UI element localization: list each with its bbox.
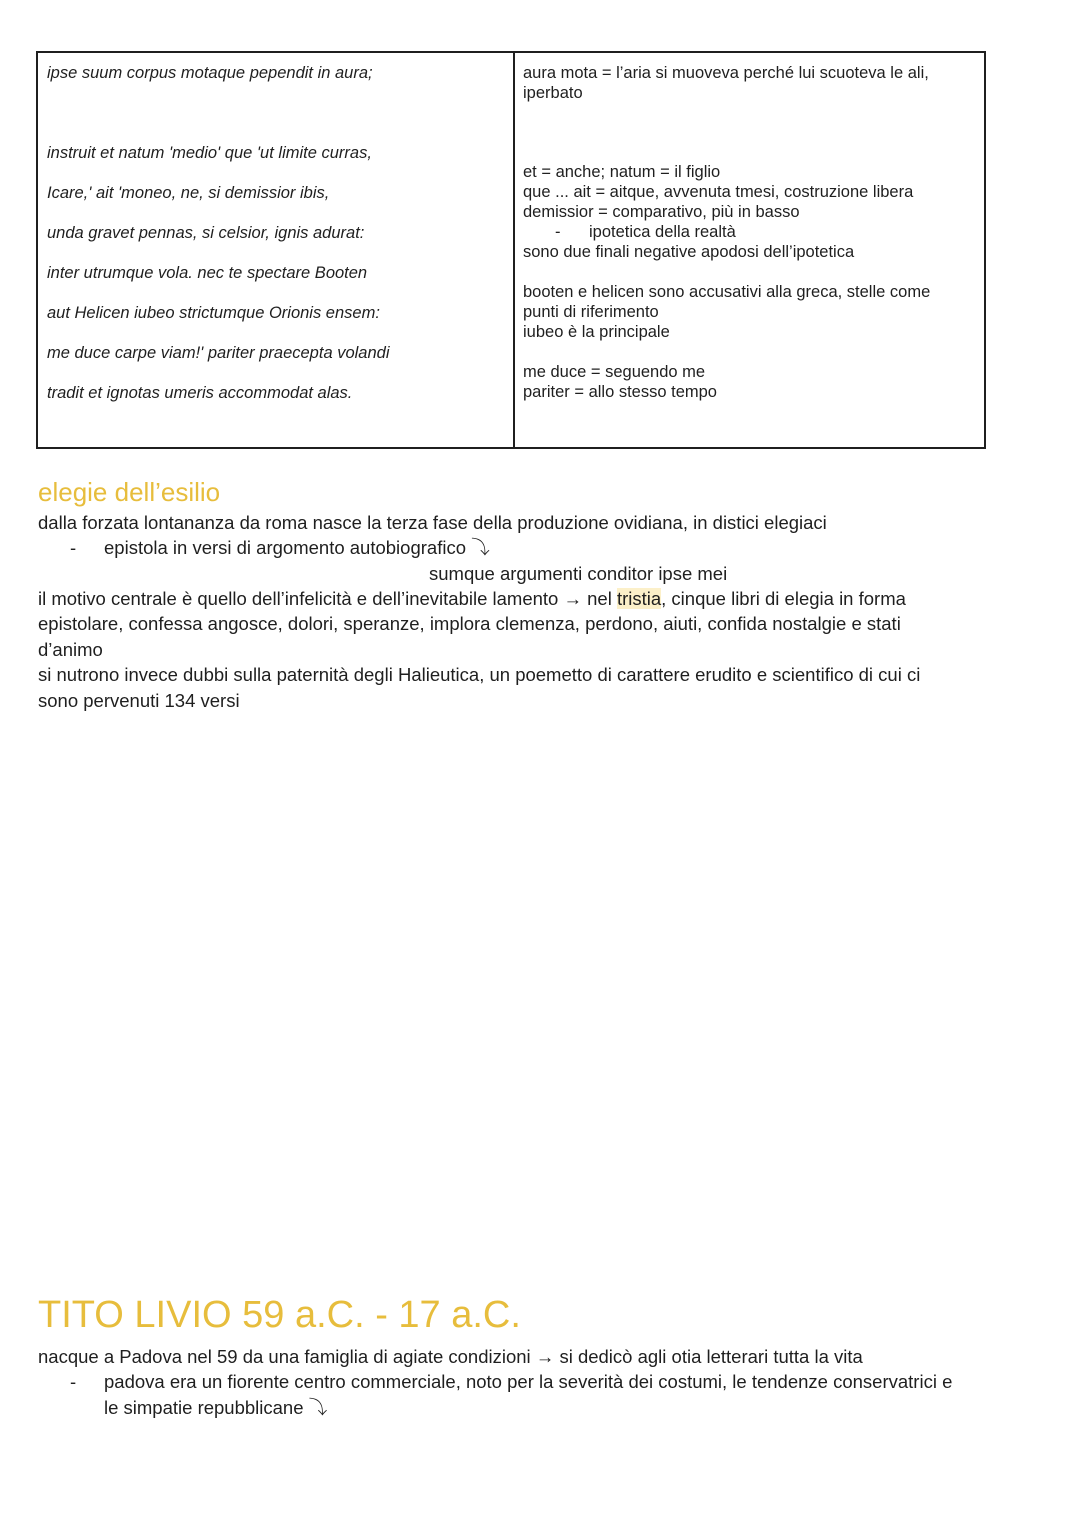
note-line: demissior = comparativo, più in basso [523, 203, 800, 221]
dash-marker: - [70, 537, 77, 558]
note-line: que ... ait = aitque, avvenuta tmesi, costruzione libera [523, 183, 914, 201]
verse-line: aut Helicen iubeo strictumque Orionis ensem: [47, 304, 380, 322]
note-line: aura mota = l’aria si muoveva perché lui scuoteva le ali, [523, 64, 929, 82]
verse-line: unda gravet pennas, si celsior, ignis adurat: [47, 224, 365, 242]
paragraph-line: epistolare, confessa angosce, dolori, speranze, implora clemenza, perdono, aiuti, confida nostalgie e stati [38, 613, 901, 634]
note-line: booten e helicen sono accusativi alla greca, stelle come [523, 283, 931, 301]
verse-line: ipse suum corpus motaque pependit in aura; [47, 64, 373, 82]
verse-line: inter utrumque vola. nec te spectare Booten [47, 264, 368, 282]
note-line: ipotetica della realtà [589, 223, 736, 241]
latin-quote: sumque argumenti conditor ipse mei [429, 563, 728, 584]
paragraph [38, 586, 906, 612]
highlighted-term: tristia [616, 588, 662, 609]
note-line: sono due finali negative apodosi dell’ipotetica [523, 243, 855, 261]
dash-marker: - [555, 223, 561, 241]
note-line: pariter = allo stesso tempo [523, 383, 717, 401]
verse-line: instruit et natum 'medio' que 'ut limite curras, [47, 144, 372, 162]
latin-verses-column [38, 53, 515, 447]
section-heading-elegie: elegie dell’esilio [38, 477, 221, 507]
note-line: punti di riferimento [523, 303, 659, 321]
paragraph-line: d’animo [38, 639, 103, 660]
list-item-text: le simpatie repubblicane ⤵ [104, 1397, 328, 1418]
note-line: me duce = seguendo me [523, 363, 706, 381]
verse-line: me duce carpe viam!' pariter praecepta volandi [47, 344, 390, 362]
paragraph: dalla forzata lontananza da roma nasce la terza fase della produzione ovidiana, in distici elegiaci [38, 512, 827, 533]
list-item-text: padova era un fiorente centro commerciale, noto per la severità dei costumi, le tendenze conservatrici e [104, 1371, 953, 1392]
paragraph-line: si nutrono invece dubbi sulla paternità degli Halieutica, un poemetto di carattere erudito e scientifico di cui ci [38, 664, 921, 685]
notes-column [515, 53, 984, 447]
verse-line: tradit et ignotas umeris accommodat alas. [47, 384, 353, 402]
note-line: iperbato [523, 84, 583, 102]
note-line: iubeo è la principale [523, 323, 670, 341]
translation-table [36, 51, 986, 449]
text-span: il motivo centrale è quello dell’infelicità e dell’inevitabile lamento → nel [38, 588, 617, 609]
verse-line: Icare,' ait 'moneo, ne, si demissior ibis, [47, 184, 330, 202]
dash-marker: - [70, 1371, 77, 1392]
list-item-text: epistola in versi di argomento autobiografico ⤵ [104, 537, 490, 558]
section-heading-livio: TITO LIVIO 59 a.C. - 17 a.C. [38, 1294, 521, 1336]
paragraph-line: sono pervenuti 134 versi [38, 690, 240, 711]
note-line: et = anche; natum = il figlio [523, 163, 721, 181]
note-sub-item [523, 222, 736, 242]
text-span: , cinque libri di elegia in forma [661, 588, 906, 609]
paragraph: nacque a Padova nel 59 da una famiglia di agiate condizioni → si dedicò agli otia letterari tutta la vita [38, 1346, 863, 1367]
